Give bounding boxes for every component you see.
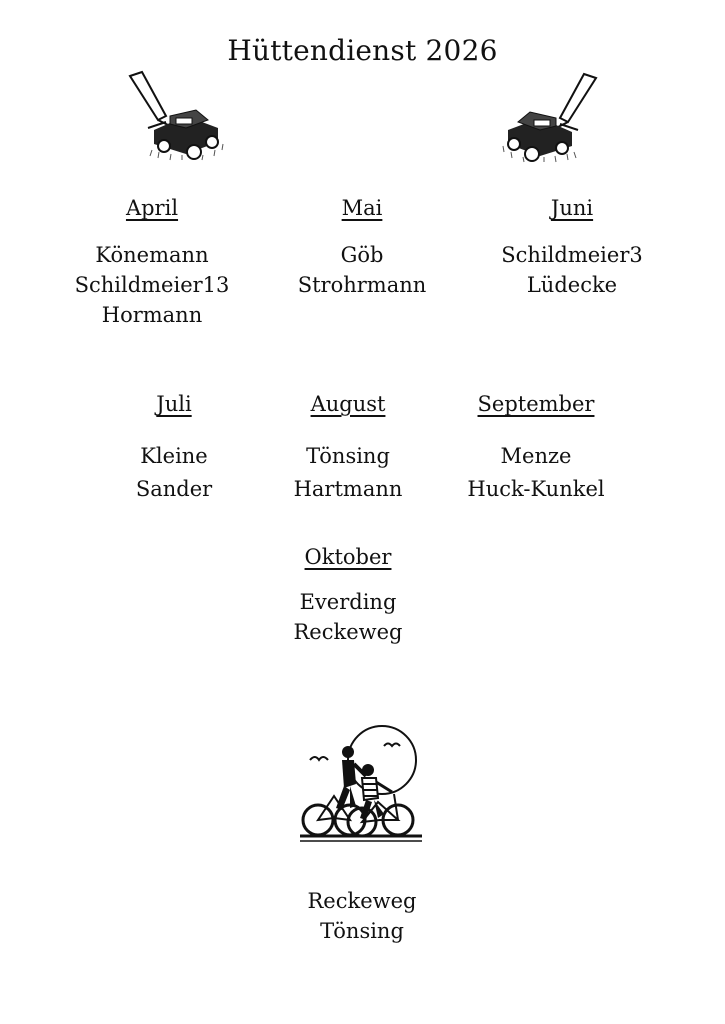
page-title: Hüttendienst 2026 (227, 34, 498, 67)
person-name: Reckeweg (307, 889, 417, 913)
lawn-mower-icon (500, 72, 600, 164)
month-name: April (125, 196, 179, 220)
person-name: Tönsing (320, 919, 404, 943)
cyclists-icon (298, 722, 424, 844)
person-name: Sander (135, 477, 213, 501)
footer-names (262, 886, 462, 946)
person-name: Menze (500, 444, 572, 468)
month-name: September (477, 392, 595, 416)
person-name: Tönsing (306, 444, 390, 468)
month-juli (74, 392, 274, 506)
person-name: Everding (299, 590, 397, 614)
person-name: Schildmeier3 (501, 243, 643, 267)
person-name: Schildmeier13 (74, 273, 230, 297)
person-name: Göb (340, 243, 384, 267)
month-mai (262, 196, 462, 300)
month-april (52, 196, 252, 330)
person-name: Hormann (101, 303, 203, 327)
person-name: Könemann (95, 243, 209, 267)
month-name: Oktober (304, 545, 392, 569)
person-name: Kleine (140, 444, 208, 468)
person-name: Strohrmann (297, 273, 427, 297)
month-name: August (310, 392, 386, 416)
month-oktober (248, 545, 448, 647)
month-juni (472, 196, 672, 300)
person-name: Lüdecke (526, 273, 618, 297)
person-name: Hartmann (293, 477, 403, 501)
lawn-mower-icon (126, 70, 226, 162)
month-name: Juli (156, 392, 192, 416)
month-september (436, 392, 636, 506)
person-name: Reckeweg (293, 620, 403, 644)
month-august (248, 392, 448, 506)
month-name: Juni (550, 196, 594, 220)
person-name: Huck-Kunkel (467, 477, 605, 501)
month-name: Mai (341, 196, 383, 220)
